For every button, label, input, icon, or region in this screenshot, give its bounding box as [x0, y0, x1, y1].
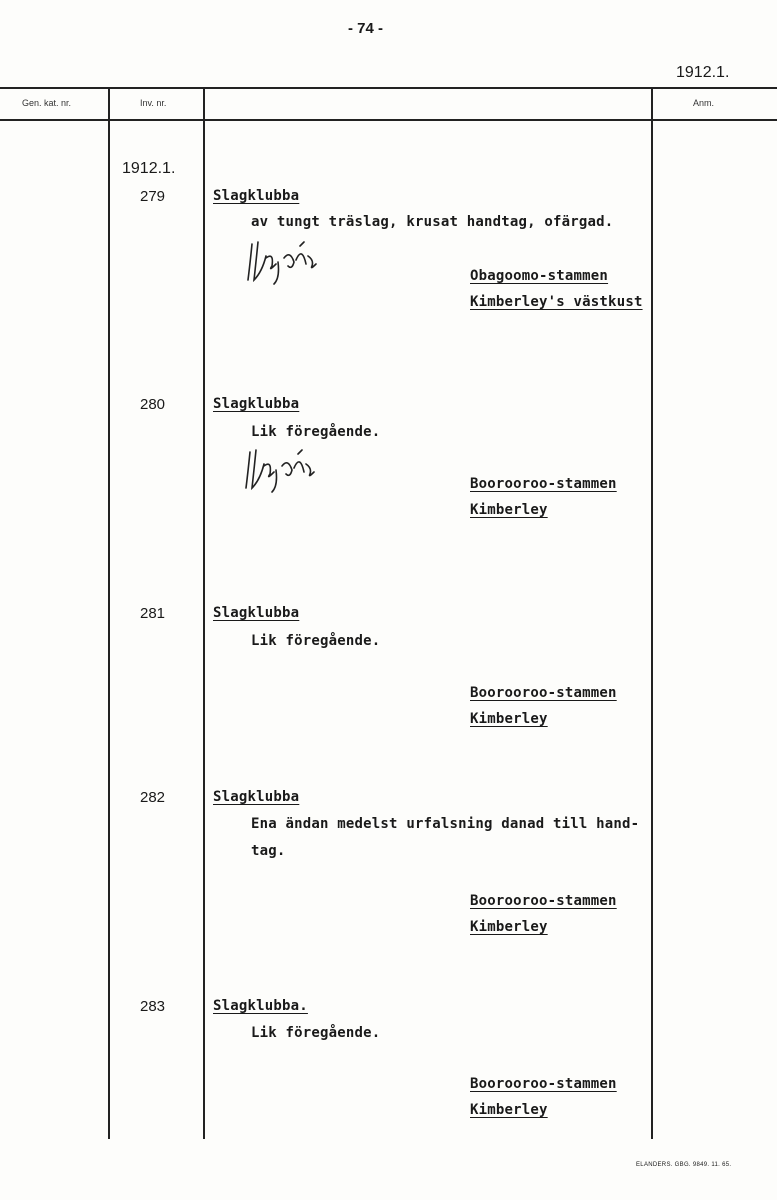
inv-number: 283	[140, 998, 166, 1015]
entry-title: Slagklubba	[213, 789, 300, 805]
entry-title: Slagklubba.	[213, 998, 308, 1014]
entry-title: Slagklubba	[213, 605, 300, 621]
accession-header: 1912.1.	[676, 64, 730, 81]
provenance-line: Kimberley	[470, 502, 548, 518]
header-top-rule	[0, 87, 777, 89]
inv-number: 281	[140, 605, 166, 622]
provenance-line: Kimberley	[470, 1102, 548, 1118]
provenance-line: Boorooroo-stammen	[470, 893, 617, 909]
entry-description: Lik föregående.	[251, 424, 381, 440]
column-header-inv: Inv. nr.	[140, 98, 167, 108]
handwritten-signature	[244, 236, 324, 286]
provenance-line: Boorooroo-stammen	[470, 476, 617, 492]
provenance-line: Boorooroo-stammen	[470, 685, 617, 701]
inv-number: 280	[140, 396, 166, 413]
entry-description: av tungt träslag, krusat handtag, ofärgad.	[251, 214, 614, 230]
printer-mark: ELANDERS. GBG. 9849. 11. 65.	[636, 1162, 732, 1168]
column-rule-3	[651, 87, 653, 1139]
entry-title: Slagklubba	[213, 396, 300, 412]
page-number: - 74 -	[348, 20, 384, 37]
provenance-line: Kimberley	[470, 711, 548, 727]
column-header-gen-kat: Gen. kat. nr.	[22, 98, 72, 108]
inv-number: 279	[140, 188, 166, 205]
entry-description: Ena ändan medelst urfalsning danad till hand-	[251, 816, 640, 832]
entry-description: tag.	[251, 843, 286, 859]
entry-description: Lik föregående.	[251, 1025, 381, 1041]
provenance-line: Kimberley's västkust	[470, 294, 643, 310]
provenance-line: Kimberley	[470, 919, 548, 935]
inv-number: 282	[140, 789, 166, 806]
accession-group: 1912.1.	[122, 160, 176, 177]
provenance-line: Boorooroo-stammen	[470, 1076, 617, 1092]
column-rule-1	[108, 87, 110, 1139]
column-header-anm: Anm.	[693, 98, 715, 108]
entry-title: Slagklubba	[213, 188, 300, 204]
header-bottom-rule	[0, 119, 777, 121]
handwritten-signature	[240, 444, 330, 494]
column-rule-2	[203, 87, 205, 1139]
provenance-line: Obagoomo-stammen	[470, 268, 609, 284]
entry-description: Lik föregående.	[251, 633, 381, 649]
